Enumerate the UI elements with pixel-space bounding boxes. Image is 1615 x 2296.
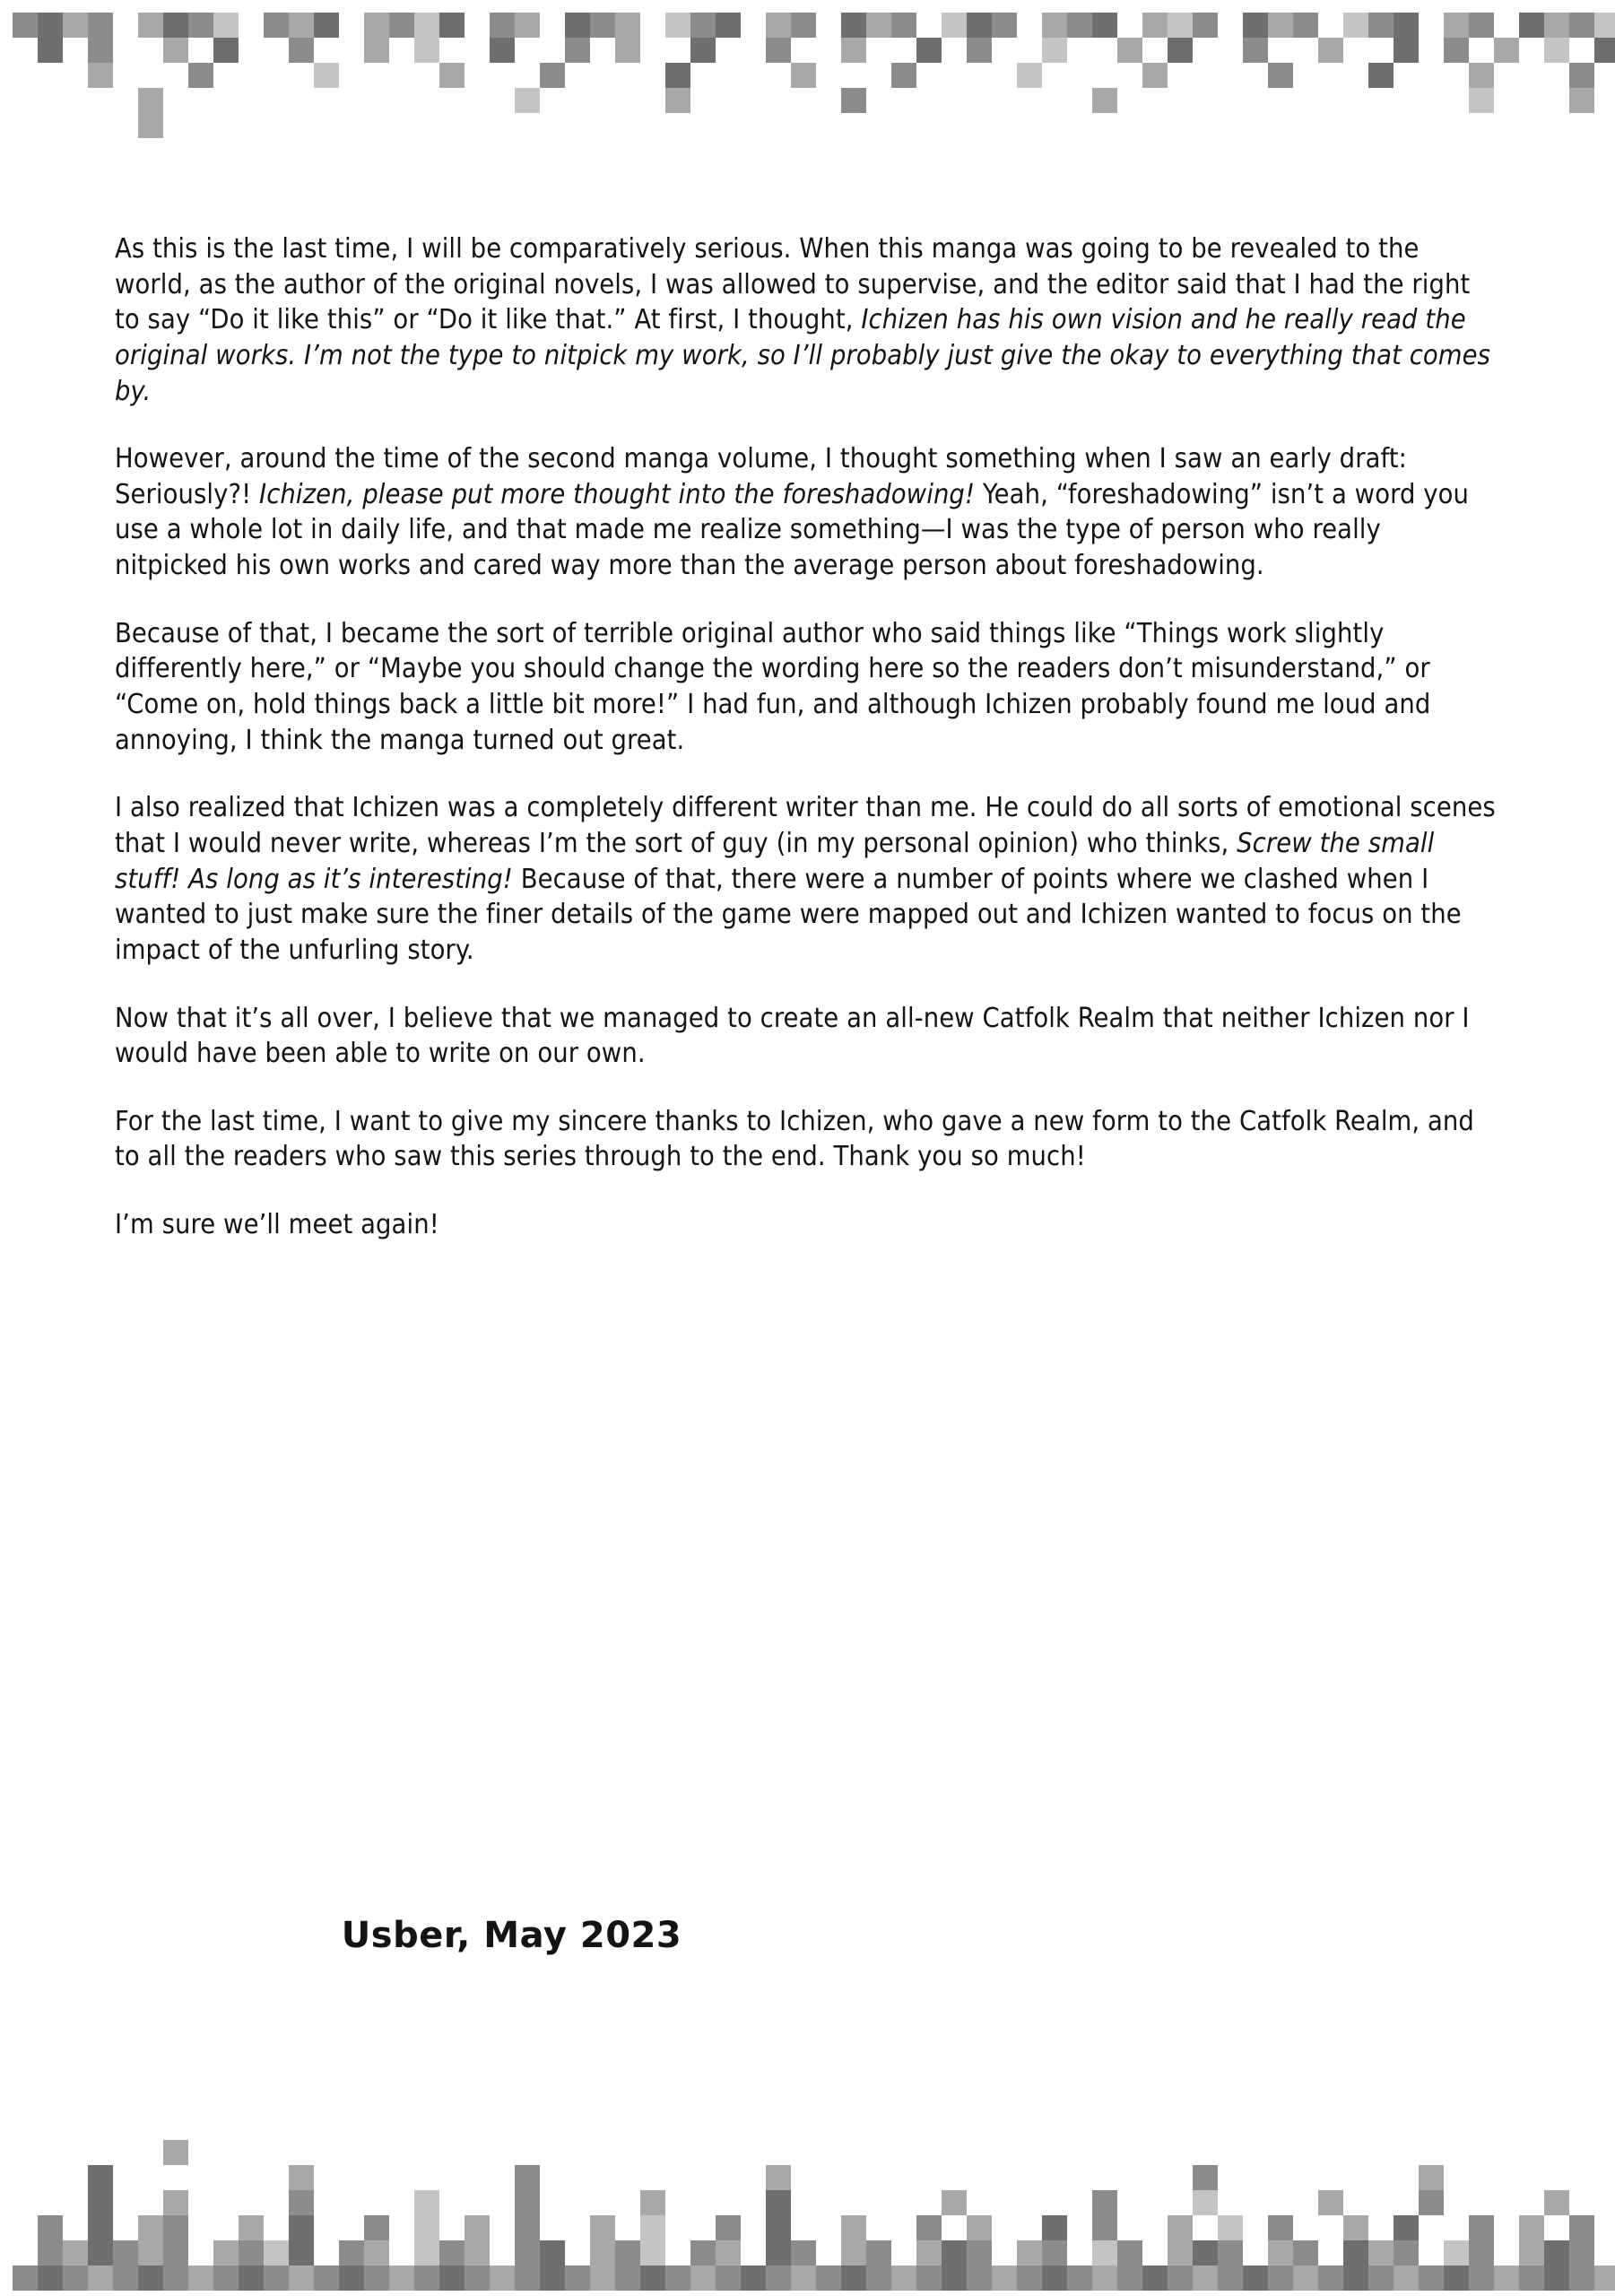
paragraph-4 [115,790,1500,968]
pixel-cell [264,2240,289,2266]
pixel-cell [1419,2190,1444,2215]
pixel-cell [515,2266,540,2291]
pixel-cell [690,2266,716,2291]
pixel-cell [364,2215,389,2240]
author-signature [115,1915,1500,1956]
pixel-cell [1067,13,1092,38]
pixel-cell [690,38,716,63]
pixel-cell [439,63,465,88]
pixel-cell [1444,38,1469,63]
pixel-cell [1569,2215,1594,2240]
pixel-cell [690,2240,716,2266]
pixel-cell [766,2165,791,2190]
pixel-cell [665,13,690,38]
pixel-cell [841,38,866,63]
pixel-cell [289,2240,314,2266]
pixel-cell [163,2190,188,2215]
pixel-cell [1017,63,1042,88]
pixel-cell [716,2240,741,2266]
pixel-cell [1117,2240,1142,2266]
pixel-cell [138,2266,163,2291]
italic-run: Screw the small stuff! As long as it’s interesting! [115,827,1435,895]
pixel-cell [414,2190,439,2215]
pixel-cell [1394,2215,1419,2240]
pixel-cell [716,2266,741,2291]
pixel-cell [891,63,916,88]
pixel-cell [1268,63,1293,88]
pixel-cell [1544,2240,1569,2266]
pixel-cell [1117,2266,1142,2291]
pixel-cell [239,2240,264,2266]
pixel-cell [289,2266,314,2291]
pixel-cell [1444,2240,1469,2266]
pixel-cell [1343,13,1368,38]
text-run: Yeah, “foreshadowing” isn’t a word you use a whole lot in daily life, and that made me realize something—I was the type of person who really nitpicked his own works and cared way more than the average person about foreshadowing. [115,478,1469,582]
pixel-cell [364,13,389,38]
pixel-cell [1243,2266,1268,2291]
pixel-cell [465,2215,490,2240]
pixel-cell [213,2240,239,2266]
pixel-cell [188,13,213,38]
pixel-cell [1318,2266,1343,2291]
pixel-cell [439,2266,465,2291]
pixel-cell [38,13,63,38]
pixel-cell [88,13,113,38]
pixel-cell [916,2240,942,2266]
pixel-cell [1544,2266,1569,2291]
pixel-cell [791,2266,816,2291]
pixel-cell [264,13,289,38]
pixel-cell [942,2190,967,2215]
pixel-cell [188,63,213,88]
pixel-cell [1394,2266,1419,2291]
pixel-cell [138,2215,163,2240]
pixel-cell [791,13,816,38]
pixel-cell [942,2240,967,2266]
pixel-cell [113,2240,138,2266]
pixel-cell [63,2266,88,2291]
pixel-cell [1218,2215,1243,2240]
pixel-cell [38,2240,63,2266]
pixel-cell [866,2266,891,2291]
pixel-cell [1544,13,1569,38]
pixel-cell [590,2240,615,2266]
pixel-cell [640,2240,665,2266]
pixel-cell [264,2266,289,2291]
pixel-cell [314,63,339,88]
pixel-cell [565,2266,590,2291]
pixel-cell [339,2240,364,2266]
pixel-cell [791,2240,816,2266]
pixel-cell [239,2266,264,2291]
pixel-cell [615,38,640,63]
pixel-cell [138,13,163,38]
pixel-cell [916,2266,942,2291]
pixel-cell [1268,13,1293,38]
pixel-cell [163,2240,188,2266]
pixel-cell [213,13,239,38]
pixel-cell [88,63,113,88]
pixel-cell [163,13,188,38]
pixel-cell [766,38,791,63]
pixel-cell [1142,13,1168,38]
text-run: Now that it’s all over, I believe that we managed to create an all-new Catfolk Realm that neither Ichizen nor I would have been able to write on our own. [115,1002,1470,1070]
pixel-cell [1394,38,1419,63]
pixel-cell [364,38,389,63]
pixel-cell [1193,2165,1218,2190]
pixel-cell [1569,2240,1594,2266]
pixel-cell [1494,38,1519,63]
pixel-cell [866,13,891,38]
pixel-cell [289,13,314,38]
text-run: I also realized that Ichizen was a completely different writer than me. He could do all sorts of emotional scenes that I would never write, whereas I’m the sort of guy (in my personal opinion) who thinks, [115,792,1496,859]
afterword-text-body [115,231,1500,1243]
paragraph-5 [115,1001,1500,1072]
pixel-cell [88,2240,113,2266]
pixel-cell [364,2266,389,2291]
text-run: Because of that, there were a number of points where we clashed when I wanted to just make sure the finer details of the game were mapped out and Ichizen wanted to focus on the impact of the unfurling story. [115,863,1462,966]
pixel-cell [1419,2165,1444,2190]
pixel-cell [1042,2266,1067,2291]
pixel-cell [766,2215,791,2240]
pixel-cell [841,2215,866,2240]
pixel-cell [565,38,590,63]
pixel-cell [163,2266,188,2291]
pixel-cell [967,38,992,63]
pixel-cell [916,38,942,63]
pixel-cell [1343,2266,1368,2291]
pixel-cell [640,2266,665,2291]
pixel-cell [841,13,866,38]
pixel-cell [1067,2266,1092,2291]
pixel-cell [1368,2266,1394,2291]
pixel-cell [1168,38,1193,63]
pixel-cell [188,2266,213,2291]
pixel-cell [615,13,640,38]
pixel-cell [163,38,188,63]
pixel-cell [1117,38,1142,63]
pixel-cell [515,88,540,113]
pixel-cell [1243,13,1268,38]
pixel-cell [716,13,741,38]
pixel-cell [1544,38,1569,63]
text-run: Because of that, I became the sort of terrible original author who said things like “Things work slightly differently here,” or “Maybe you should change the wording here so the readers don’t misunderstand,” or “Come on, hold things back a little bit more!” I had fun, and although Ichizen probably found me loud and annoying, I think the manga turned out great. [115,617,1431,756]
pixel-cell [590,2215,615,2240]
pixel-cell [1569,63,1594,88]
text-run: I’m sure we’ll meet again! [115,1209,439,1241]
pixel-cell [13,2266,38,2291]
pixel-cell [515,2165,540,2190]
pixel-cell [1469,2266,1494,2291]
pixel-cell [1318,2190,1343,2215]
pixel-cell [1042,13,1067,38]
pixel-cell [1193,2190,1218,2215]
paragraph-6 [115,1104,1500,1175]
pixel-cell [841,88,866,113]
pixel-cell [1042,38,1067,63]
pixel-cell [1092,2240,1117,2266]
text-run: As this is the last time, I will be comparatively serious. When this manga was going to be revealed to the world, as the author of the original novels, I was allowed to supervise, and the editor said that I had the right to say “Do it like this” or “Do it like that.” At first, I thought, [115,233,1471,336]
pixel-cell [88,2266,113,2291]
pixel-cell [690,13,716,38]
pixel-cell [766,2190,791,2215]
pixel-cell [992,13,1017,38]
pixel-cell [1218,2240,1243,2266]
italic-run: Ichizen has his own vision and he really read the original works. I’m not the type to nitpick my work, so I’ll probably just give the okay to everything that comes by. [115,304,1490,407]
pixel-cell [38,38,63,63]
pixel-cell [1092,2266,1117,2291]
text-run: However, around the time of the second manga volume, I thought something when I saw an early draft: Seriously?! [115,443,1407,510]
pixel-cell [891,13,916,38]
pixel-cell [1519,2215,1544,2240]
pixel-cell [88,2165,113,2190]
pixel-cell [1042,2215,1067,2240]
pixel-cell [1469,13,1494,38]
pixel-cell [540,2240,565,2266]
pixel-cell [640,2215,665,2240]
pixel-cell [1092,2215,1117,2240]
pixel-cell [967,2266,992,2291]
pixel-cell [1168,2240,1193,2266]
pixel-cell [1168,13,1193,38]
pixel-cell [716,2215,741,2240]
paragraph-7 [115,1207,1500,1243]
pixel-cell [490,2266,515,2291]
pixel-cell [289,2190,314,2215]
pixel-cell [515,2240,540,2266]
paragraph-3 [115,616,1500,759]
pixel-cell [88,38,113,63]
pixel-cell [515,2190,540,2215]
pixel-cell [515,2215,540,2240]
pixel-cell [615,2240,640,2266]
pixel-cell [1394,13,1419,38]
pixel-cell [213,2266,239,2291]
pixel-cell [465,2240,490,2266]
pixel-cell [1293,13,1318,38]
pixel-cell [665,2266,690,2291]
pixel-cell [1193,2266,1218,2291]
pixel-cell [1293,2266,1318,2291]
pixel-cell [1519,13,1544,38]
pixel-cell [38,2266,63,2291]
pixel-cell [590,2266,615,2291]
pixel-cell [414,2266,439,2291]
pixel-cell [389,2266,414,2291]
paragraph-2 [115,441,1500,584]
pixel-cell [63,13,88,38]
pixel-cell [1017,2266,1042,2291]
pixel-cell [1193,2240,1218,2266]
pixel-cell [766,13,791,38]
pixel-cell [1243,38,1268,63]
pixel-cell [113,2266,138,2291]
pixel-cell [1368,63,1394,88]
pixel-cell [1594,2266,1615,2291]
pixel-cell [239,2215,264,2240]
italic-run: Ichizen, please put more thought into the foreshadowing! [259,478,976,510]
pixel-cell [942,2266,967,2291]
pixel-cell [439,2240,465,2266]
pixel-cell [314,2266,339,2291]
pixel-cell [163,2215,188,2240]
pixel-cell [866,2240,891,2266]
pixel-cell [1092,13,1117,38]
top-pixel-border [0,0,1615,215]
pixel-cell [1042,2240,1067,2266]
pixel-cell [1469,63,1494,88]
pixel-cell [1142,63,1168,88]
pixel-cell [1368,13,1394,38]
pixel-cell [766,2266,791,2291]
pixel-cell [1293,2240,1318,2266]
pixel-cell [1569,13,1594,38]
pixel-cell [1544,2190,1569,2215]
pixel-cell [916,2215,942,2240]
pixel-cell [1368,2240,1394,2266]
pixel-cell [1469,2215,1494,2240]
pixel-cell [88,2215,113,2240]
pixel-cell [439,13,465,38]
pixel-cell [1469,2240,1494,2266]
pixel-cell [1519,2240,1544,2266]
pixel-cell [1444,13,1469,38]
pixel-cell [590,13,615,38]
pixel-cell [414,13,439,38]
pixel-cell [1494,2266,1519,2291]
pixel-cell [942,13,967,38]
pixel-cell [967,13,992,38]
pixel-cell [1469,88,1494,113]
pixel-cell [490,13,515,38]
pixel-cell [138,113,163,138]
pixel-cell [88,2190,113,2215]
pixel-cell [289,2215,314,2240]
pixel-cell [414,38,439,63]
pixel-cell [1569,2266,1594,2291]
pixel-cell [1268,2240,1293,2266]
pixel-cell [1444,2266,1469,2291]
pixel-cell [1419,2266,1444,2291]
pixel-cell [615,2266,640,2291]
pixel-cell [13,13,38,38]
pixel-cell [1268,2266,1293,2291]
pixel-cell [213,38,239,63]
pixel-cell [841,2266,866,2291]
pixel-cell [816,2266,841,2291]
pixel-cell [992,2266,1017,2291]
pixel-cell [640,2190,665,2215]
pixel-cell [1519,2266,1544,2291]
pixel-cell [163,2140,188,2165]
pixel-cell [841,2240,866,2266]
pixel-cell [389,13,414,38]
pixel-cell [1142,2266,1168,2291]
pixel-cell [1594,38,1615,63]
pixel-cell [490,38,515,63]
pixel-cell [414,2240,439,2266]
pixel-cell [289,38,314,63]
pixel-cell [791,63,816,88]
pixel-cell [540,63,565,88]
pixel-cell [63,2240,88,2266]
pixel-cell [565,13,590,38]
bottom-pixel-border [0,2081,1615,2296]
pixel-cell [414,2215,439,2240]
pixel-cell [1343,2240,1368,2266]
author-signature-text: Usber, May 2023 [341,1915,682,1956]
pixel-cell [38,2215,63,2240]
pixel-cell [540,2266,565,2291]
pixel-cell [665,88,690,113]
pixel-cell [138,88,163,113]
pixel-cell [741,2266,766,2291]
pixel-cell [289,2165,314,2190]
pixel-cell [891,2266,916,2291]
pixel-cell [1193,13,1218,38]
pixel-cell [515,13,540,38]
text-run: For the last time, I want to give my sincere thanks to Ichizen, who gave a new form to the Catfolk Realm, and to all the readers who saw this series through to the end. Thank you so much! [115,1105,1474,1173]
pixel-cell [1394,2240,1419,2266]
pixel-cell [1017,2240,1042,2266]
pixel-cell [1168,2266,1193,2291]
pixel-cell [339,2266,364,2291]
pixel-cell [1343,2215,1368,2240]
pixel-cell [766,2240,791,2266]
paragraph-1 [115,231,1500,409]
pixel-cell [1092,2190,1117,2215]
pixel-cell [1594,13,1615,38]
pixel-cell [138,2240,163,2266]
pixel-cell [967,2240,992,2266]
pixel-cell [665,63,690,88]
pixel-cell [364,2240,389,2266]
pixel-cell [1168,2215,1193,2240]
pixel-cell [1218,2266,1243,2291]
pixel-cell [1569,88,1594,113]
pixel-cell [1268,2215,1293,2240]
pixel-cell [465,2266,490,2291]
pixel-cell [967,2215,992,2240]
pixel-cell [1092,88,1117,113]
pixel-cell [314,13,339,38]
pixel-cell [1318,38,1343,63]
